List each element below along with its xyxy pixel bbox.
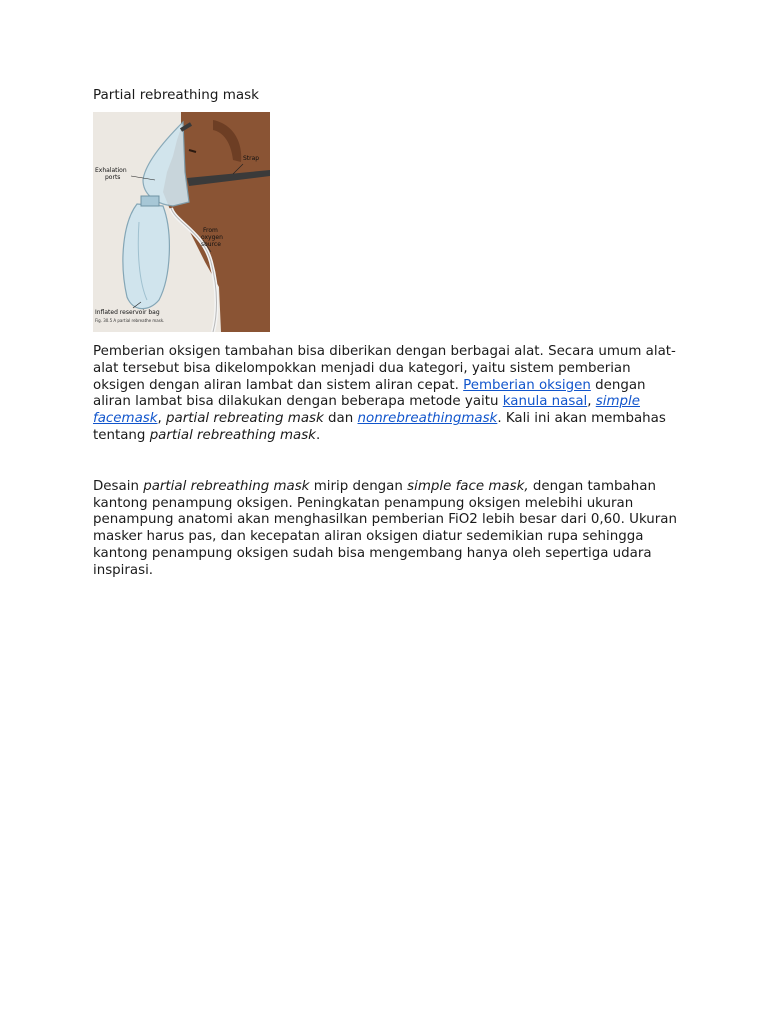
link-kanula-nasal[interactable]: kanula nasal: [502, 394, 588, 410]
link-nonrebreathingmask[interactable]: [358, 411, 498, 426]
p1-text-5: dan: [323, 411, 358, 427]
p2-text-1: Desain: [93, 478, 144, 494]
p1-text-6: . Kali ini akan membahas tentang: [93, 411, 666, 443]
mask-illustration: [93, 112, 270, 332]
link-simple-facemask-text: simple facemask: [93, 394, 640, 427]
p2-emphasis-2: simple face mask,: [407, 478, 529, 494]
link-nonrebreathingmask-text: nonrebreathingmask: [357, 411, 498, 427]
paragraph-design: [93, 479, 683, 580]
p1-emphasis-1: partial rebreating mask: [166, 411, 324, 427]
label-from-3: source: [201, 241, 221, 248]
paragraph-intro: [93, 344, 683, 445]
p2-text-2: mirip dengan: [309, 478, 408, 494]
label-bag: Inflated reservoir bag: [95, 309, 160, 316]
page-heading: Partial rebreathing mask: [93, 87, 259, 103]
p1-text-3: ,: [587, 394, 596, 410]
label-exhalation-1: Exhalation: [95, 167, 127, 174]
label-strap: Strap: [243, 155, 260, 162]
p1-text-4: ,: [157, 411, 167, 427]
p2-emphasis-1: partial rebreathing mask: [143, 478, 310, 494]
partial-rebreathing-mask-image: [93, 112, 270, 332]
label-exhalation-2: ports: [105, 174, 121, 181]
p2-text-3: dengan tambahan kantong penampung oksigen. Peningkatan penampung oksigen melebihi ukuran penampung anatomi akan menghasilkan pemberian FiO2 lebih besar dari 0,60. Ukuran masker harus pas, dan kecepatan aliran oksigen diatur sedemikian rupa sehingga kantong penampung oksigen sudah bisa mengembang hanya oleh sepertiga udara inspirasi.: [93, 478, 677, 578]
label-from-1: From: [203, 227, 218, 234]
label-from-2: oxygen: [201, 234, 223, 241]
p1-text-7: .: [315, 427, 321, 443]
document-page: [93, 86, 683, 580]
figure-caption: Fig. 30.5 A partial rebreathe mask.: [95, 318, 165, 323]
p1-emphasis-2: partial rebreathing mask: [149, 427, 316, 443]
link-pemberian-oksigen[interactable]: Pemberian oksigen: [463, 377, 591, 393]
p1-text-1: Pemberian oksigen tambahan bisa diberikan dengan berbagai alat. Secara umum alat-alat tersebut bisa dikelompokkan menjadi dua kategori, yaitu sistem pemberian oksigen dengan aliran lambat dan sistem aliran cepat.: [93, 344, 676, 393]
p1-text-2: dengan aliran lambat bisa dilakukan dengan beberapa metode yaitu: [93, 377, 646, 410]
